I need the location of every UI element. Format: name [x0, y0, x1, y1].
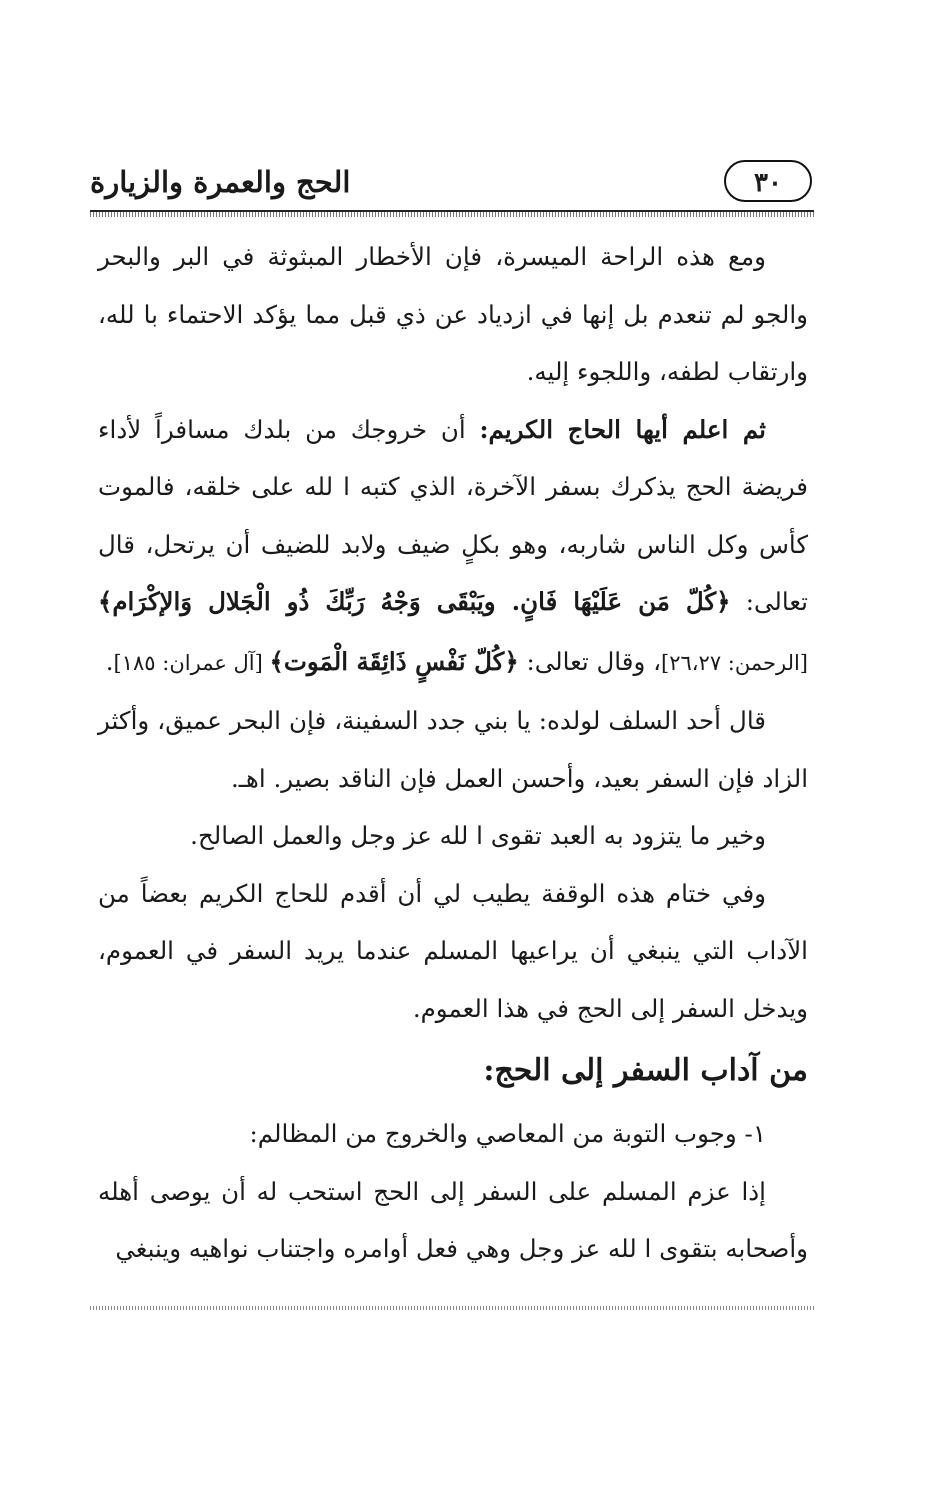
paragraph-2 [98, 401, 808, 693]
quran-verse-2: ﴿كُلّ نَفْسٍ ذَائِقَة الْمَوت﴾ [269, 646, 519, 676]
footer-rule [90, 1306, 814, 1310]
paragraph-2-mid: ، وقال تعالى: [518, 646, 662, 676]
paragraph-2-lead: ثم اعلم أيها الحاج الكريم: [479, 414, 767, 444]
list-item-1-heading: ١- وجوب التوبة من المعاصي والخروج من المظالم: [249, 1119, 766, 1148]
paragraph-2-end: . [105, 646, 114, 676]
paragraph-3: قال أحد السلف لولده: يا بني جدد السفينة، فإن البحر عميق، وأكثر الزاد فإن السفر بعيد، وأحسن العمل فإن الناقد بصير. اهـ. [98, 706, 808, 793]
paragraph-5: وفي ختام هذه الوقفة يطيب لي أن أقدم للحاج الكريم بعضاً من الآداب التي ينبغي أن يراعيها المسلم عندما يريد السفر في العموم، ويدخل السفر إلى الحج في هذا العموم. [98, 878, 808, 1023]
page-number-badge: ٣٠ [724, 160, 812, 202]
section-title: من آداب السفر إلى الحج: [483, 1053, 808, 1088]
page-body [98, 228, 808, 1278]
page-header [90, 160, 814, 206]
book-title: الحج والعمرة والزيارة [90, 165, 351, 199]
verse-reference-1: [الرحمن: ٢٦،٢٧] [661, 650, 808, 675]
header-rule [90, 210, 814, 217]
quran-verse-1: ﴿كُلّ مَن عَلَيْهَا فَانٍ. ويَبْقَى وَجْهُ رَبِّكَ ذُو الْجَلال وَالإكْرَام﴾ [98, 587, 731, 616]
paragraph-4: وخير ما يتزود به العبد تقوى ا لله عز وجل والعمل الصالح. [190, 821, 766, 850]
paragraph-6: إذا عزم المسلم على السفر إلى الحج استحب له أن يوصى أهله وأصحابه بتقوى ا لله عز وجل وهي فعل أوامره واجتناب نواهيه وينبغي [98, 1176, 808, 1263]
verse-reference-2: [آل عمران: ١٨٥] [113, 650, 270, 675]
paragraph-2-text: أن خروجك من بلدك مسافراً لأداء فريضة الحج يذكرك بسفر الآخرة، الذي كتبه ا لله على خلقه، فالموت كأس وكل الناس شاربه، وهو بكلٍ ضيف ولابد للضيف أن يرتحل، قال تعالى: [98, 414, 808, 616]
paragraph-1: ومع هذه الراحة الميسرة، فإن الأخطار المبثوثة في البر والبحر والجو لم تنعدم بل إنها في ازدياد عن ذي قبل مما يؤكد الاحتماء با لله، وارتقاب لطفه، واللجوء إليه. [98, 242, 808, 386]
